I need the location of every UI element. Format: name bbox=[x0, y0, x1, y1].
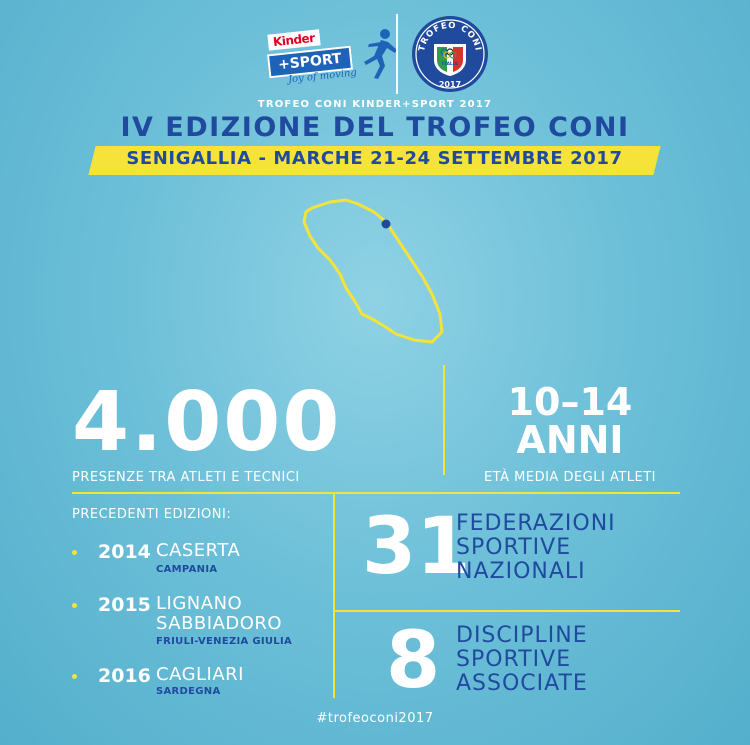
kinder-tagline: Joy of moving bbox=[287, 67, 358, 86]
bullet-icon bbox=[72, 550, 77, 555]
kinder-brand: Kinder bbox=[267, 29, 320, 50]
participants-caption: PRESENZE TRA ATLETI E TECNICI bbox=[72, 470, 300, 485]
edition-city: CAGLIARI bbox=[156, 664, 244, 685]
date-banner: SENIGALLIA - MARCHE 21-24 SETTEMBRE 2017 bbox=[126, 148, 623, 169]
logo-divider bbox=[396, 14, 398, 94]
age-range: 10–14 bbox=[507, 380, 633, 424]
bullet-icon bbox=[72, 674, 77, 679]
edition-city: LIGNANO SABBIADORO bbox=[156, 593, 283, 634]
kinder-sport-logo bbox=[262, 28, 402, 86]
hashtag: #trofeoconi2017 bbox=[316, 711, 434, 726]
disciplines-count: 8 bbox=[386, 616, 441, 706]
age-caption: ETÀ MEDIA DEGLI ATLETI bbox=[483, 470, 657, 485]
event-title: IV EDIZIONE DEL TROFEO CONI bbox=[120, 112, 630, 143]
federations-count: 31 bbox=[362, 502, 471, 592]
edition-year: 2016 bbox=[98, 665, 151, 687]
federations-label: FEDERAZIONI SPORTIVE NAZIONALI bbox=[456, 511, 616, 584]
badge-country: ITALIA bbox=[442, 62, 458, 67]
disciplines-label: DISCIPLINE SPORTIVE ASSOCIATE bbox=[456, 623, 588, 696]
edition-year: 2014 bbox=[98, 541, 151, 563]
edition-region: FRIULI-VENEZIA GIULIA bbox=[156, 636, 293, 647]
edition-city: CASERTA bbox=[156, 540, 241, 561]
marche-region-map bbox=[292, 186, 452, 346]
badge-year: 2017 bbox=[438, 80, 462, 89]
badge-title: TROFEO CONI bbox=[417, 20, 483, 53]
kinder-sport-label: +SPORT bbox=[267, 46, 353, 79]
participants-count: 4.000 bbox=[72, 375, 342, 470]
runner-icon bbox=[354, 28, 400, 80]
stats-divider-horizontal-right bbox=[335, 610, 680, 612]
edition-region: CAMPANIA bbox=[156, 564, 218, 575]
previous-editions-heading: PRECEDENTI EDIZIONI: bbox=[72, 507, 232, 522]
stats-divider-vertical-top bbox=[443, 365, 445, 475]
stats-divider-horizontal bbox=[72, 492, 680, 494]
edition-region: SARDEGNA bbox=[156, 686, 221, 697]
trofeo-coni-badge bbox=[410, 14, 490, 94]
event-subtitle: TROFEO CONI KINDER+SPORT 2017 bbox=[257, 99, 493, 110]
age-unit: ANNI bbox=[516, 418, 624, 462]
city-marker-icon bbox=[382, 220, 391, 229]
bullet-icon bbox=[72, 603, 77, 608]
edition-year: 2015 bbox=[98, 594, 151, 616]
